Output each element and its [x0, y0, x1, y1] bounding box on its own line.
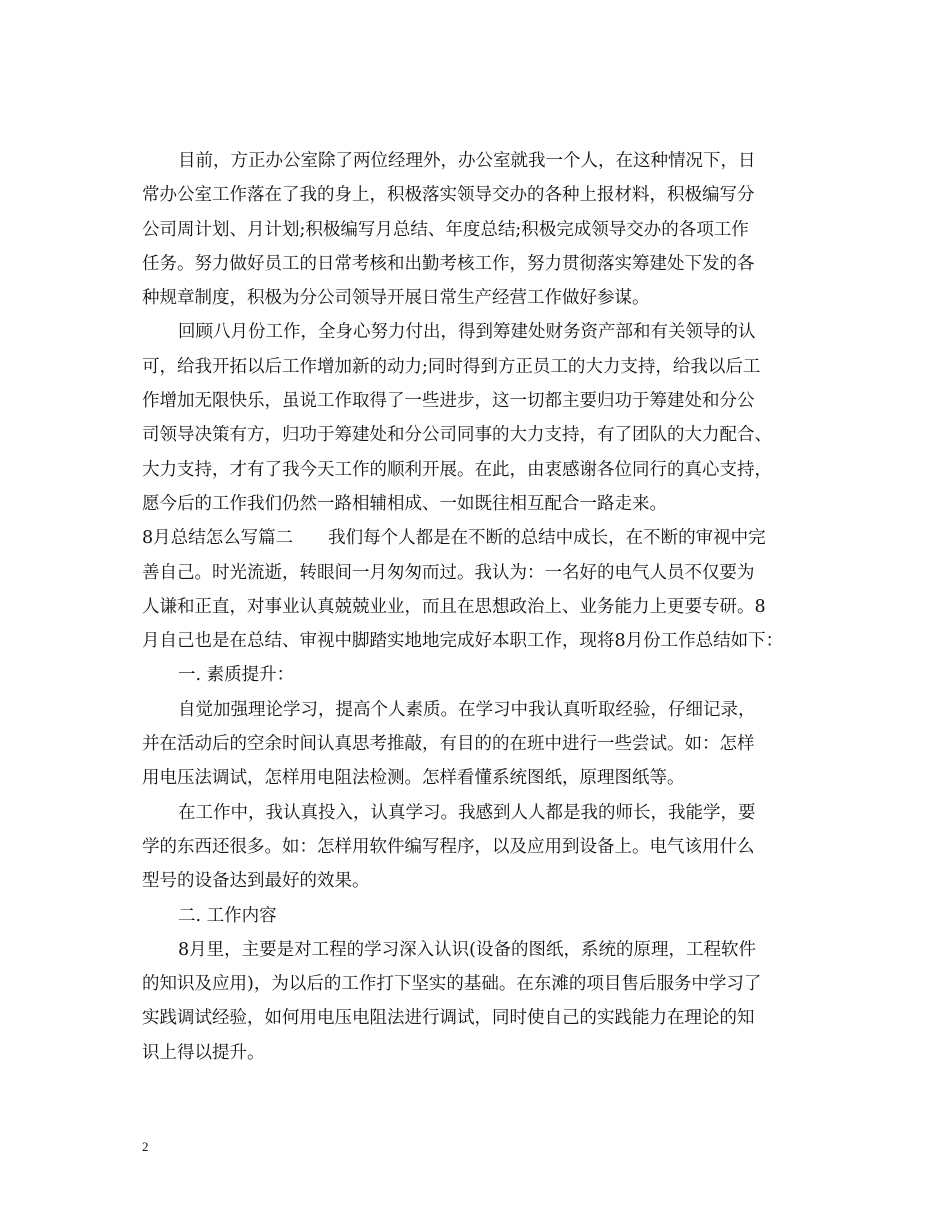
text-line: 自觉加强理论学习，提高个人素质。在学习中我认真听取经验，仔细记录， — [178, 699, 756, 720]
text-line: 用电压法调试，怎样用电阻法检测。怎样看懂系统图纸，原理图纸等。 — [142, 768, 685, 789]
text-line: 司领导决策有方，归功于筹建处和分公司同事的大力支持，有了团队的大力配合、 — [142, 425, 772, 446]
text-line: 型号的设备达到最好的效果。 — [142, 871, 370, 892]
text-line: 识上得以提升。 — [142, 1042, 265, 1063]
text-line: 愿今后的工作我们仍然一路相辅相成、一如既往相互配合一路走来。 — [142, 493, 667, 514]
text-line: 常办公室工作落在了我的身上，积极落实领导交办的各种上报材料，积极编写分 — [142, 185, 755, 206]
text-line: 公司周计划、月计划;积极编写月总结、年度总结;积极完成领导交办的各项工作 — [142, 219, 749, 240]
text-line: 任务。努力做好员工的日常考核和出勤考核工作，努力贯彻落实筹建处下发的各 — [142, 253, 755, 274]
text-line: 8月里，主要是对工程的学习深入认识(设备的图纸，系统的原理，工程软件 — [178, 939, 756, 960]
page-number: 2 — [142, 1139, 149, 1154]
text-line: 大力支持，才有了我今天工作的顺利开展。在此，由衷感谢各位同行的真心支持， — [142, 459, 772, 480]
text-line: 月自己也是在总结、审视中脚踏实地地完成好本职工作，现将8月份工作总结如下： — [142, 631, 784, 652]
text-line: 8月总结怎么写篇二 我们每个人都是在不断的总结中成长，在不断的审视中完 — [142, 528, 766, 549]
text-line: 回顾八月份工作，全身心努力付出，得到筹建处财务资产部和有关领导的认 — [178, 322, 756, 343]
text-line: 在工作中，我认真投入，认真学习。我感到人人都是我的师长，我能学，要 — [178, 802, 756, 823]
text-line: 一. 素质提升： — [178, 665, 295, 686]
text-line: 目前，方正办公室除了两位经理外，办公室就我一个人，在这种情况下，日 — [178, 151, 756, 171]
body-text — [142, 144, 832, 1070]
text-line: 作增加无限快乐，虽说工作取得了一些进步，这一切都主要归功于筹建处和分公 — [142, 391, 755, 412]
text-line: 学的东西还很多。如：怎样用软件编写程序，以及应用到设备上。电气该用什么 — [142, 836, 755, 857]
text-line: 实践调试经验，如何用电压电阻法进行调试，同时使自己的实践能力在理论的知 — [142, 1008, 755, 1029]
text-line: 人谦和正直，对事业认真兢兢业业，而且在思想政治上、业务能力上更要专研。8 — [142, 596, 766, 617]
text-line: 可，给我开拓以后工作增加新的动力;同时得到方正员工的大力支持，给我以后工 — [142, 356, 761, 377]
text-line: 并在活动后的空余时间认真思考推敲，有目的的在班中进行一些尝试。如：怎样 — [142, 734, 755, 755]
text-line: 种规章制度，积极为分公司领导开展日常生产经营工作做好参谋。 — [142, 288, 650, 309]
text-line: 善自己。时光流逝，转眼间一月匆匆而过。我认为：一名好的电气人员不仅要为 — [142, 562, 755, 583]
text-line: 二. 工作内容 — [178, 905, 277, 926]
text-line: 的知识及应用)，为以后的工作打下坚实的基础。在东滩的项目售后服务中学习了 — [142, 974, 762, 995]
